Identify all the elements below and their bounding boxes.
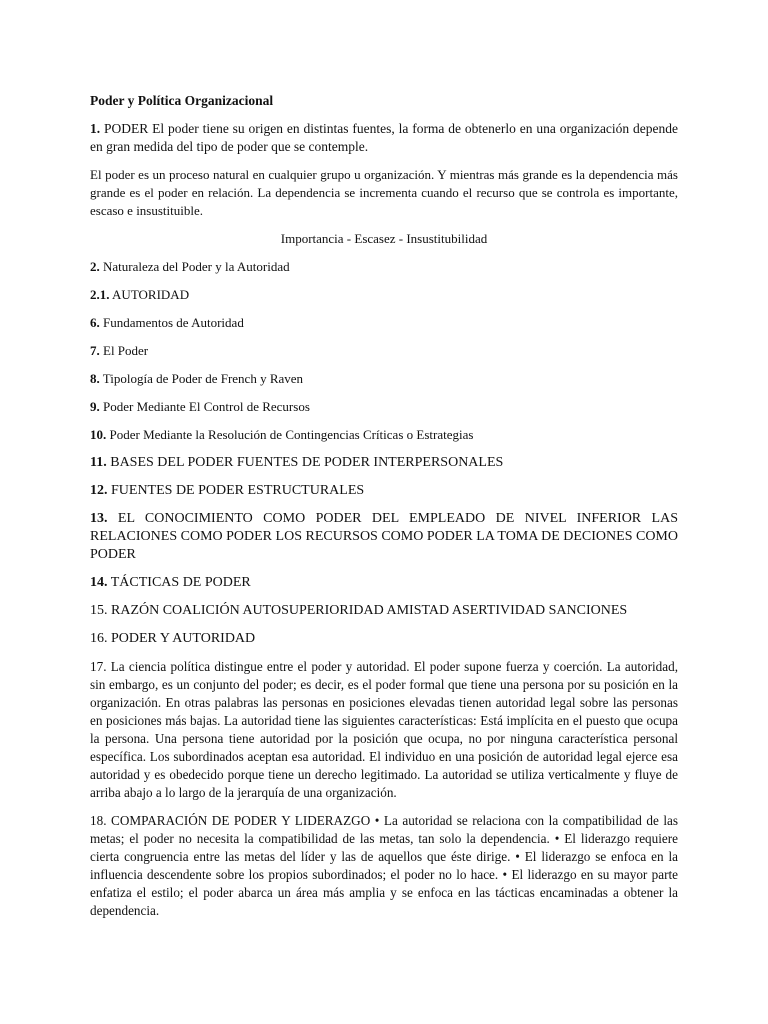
item-17: 17. La ciencia política distingue entre el poder y autoridad. El poder supone fuerza y coerción. La autoridad, sin embargo, es un conjunto del poder; es decir, es el poder formal que tiene una persona por su posición en la organización. En otras palabras las personas en posiciones elevadas tienen autoridad legal sobre las personas en posiciones más bajas. La autoridad tiene las siguientes características: Está implícita en el puesto que ocupa la persona. Una persona tiene autoridad por la posición que ocupa, no por ninguna característica personal específica. Los subordinados aceptan esa autoridad. El individuo en una posición de autoridad legal ejerce esa autoridad y es obedecido porque tiene un derecho legitimado. La autoridad se utiliza verticalmente y fluye de arriba abajo a lo largo de la jerarquía de una organización. [90, 659, 678, 800]
section-text: PODER El poder tiene su origen en distintas fuentes, la forma de obtenerlo en una organización depende en gran medida del tipo de poder que se contemple. [90, 121, 679, 154]
heading-number: 7. [90, 343, 100, 358]
heading-number: 6. [90, 315, 100, 330]
section-1 [90, 120, 678, 156]
heading-text: El Poder [103, 343, 149, 358]
heading-14 [90, 574, 678, 592]
item-15: 15. RAZÓN COALICIÓN AUTOSUPERIORIDAD AMISTAD ASERTIVIDAD SANCIONES [90, 603, 628, 618]
heading-2-1 [90, 286, 678, 304]
heading-text: AUTORIDAD [112, 287, 190, 302]
heading-text: Poder Mediante la Resolución de Contingencias Críticas o Estrategias [109, 427, 474, 442]
heading-text: FUENTES DE PODER ESTRUCTURALES [111, 483, 365, 498]
heading-8 [90, 370, 678, 388]
heading-number: 2. [90, 259, 100, 274]
heading-number: 9. [90, 399, 100, 414]
heading-number: 8. [90, 371, 100, 386]
heading-9 [90, 398, 678, 416]
heading-7 [90, 342, 678, 360]
heading-11 [90, 454, 678, 472]
item-18: 18. COMPARACIÓN DE PODER Y LIDERAZGO • La autoridad se relaciona con la compatibilidad de las metas; el poder no necesita la compatibilidad de las metas, tan solo la dependencia. • El liderazgo requiere cierta congruencia entre las metas del líder y las de aquellos que éste dirige. • El liderazgo se enfoca en la influencia descendente sobre los propios subordinados; el poder no lo hace. • El liderazgo en su mayor parte enfatiza el estilo; el poder abarca un área más amplia y se enfoca en las tácticas encaminadas a obtener la dependencia. [90, 813, 678, 918]
heading-number: 13. [90, 511, 108, 526]
heading-6 [90, 314, 678, 332]
heading-10 [90, 426, 678, 444]
heading-2 [90, 258, 678, 276]
heading-text: Tipología de Poder de French y Raven [102, 371, 304, 386]
heading-number: 12. [90, 483, 108, 498]
heading-number: 10. [90, 427, 107, 442]
heading-text: EL CONOCIMIENTO COMO PODER DEL EMPLEADO DE NIVEL INFERIOR LAS RELACIONES COMO PODER LOS RECURSOS COMO PODER LA TOMA DE DECIONES COMO PODER [90, 511, 679, 562]
heading-text: Fundamentos de Autoridad [103, 315, 244, 330]
heading-12 [90, 482, 678, 500]
document-body [90, 92, 678, 930]
dependence-paragraph: El poder es un proceso natural en cualquier grupo u organización. Y mientras más grande es la dependencia más grande es el poder en relación. La dependencia se incrementa cuando el recurso que se controla es importante, escaso e insustituible. [90, 167, 678, 218]
heading-text: TÁCTICAS DE PODER [110, 575, 251, 590]
heading-text: Naturaleza del Poder y la Autoridad [103, 259, 290, 274]
heading-text: Poder Mediante El Control de Recursos [103, 399, 310, 414]
heading-number: 11. [90, 455, 107, 470]
heading-text: BASES DEL PODER FUENTES DE PODER INTERPERSONALES [110, 455, 504, 470]
item-16: 16. PODER Y AUTORIDAD [90, 631, 256, 646]
heading-number: 2.1. [90, 287, 110, 302]
document-title: Poder y Política Organizacional [90, 93, 274, 108]
heading-13 [90, 510, 678, 564]
section-number: 1. [90, 121, 101, 136]
heading-number: 14. [90, 575, 108, 590]
importance-line: Importancia - Escasez - Insustitubilidad [280, 231, 488, 246]
